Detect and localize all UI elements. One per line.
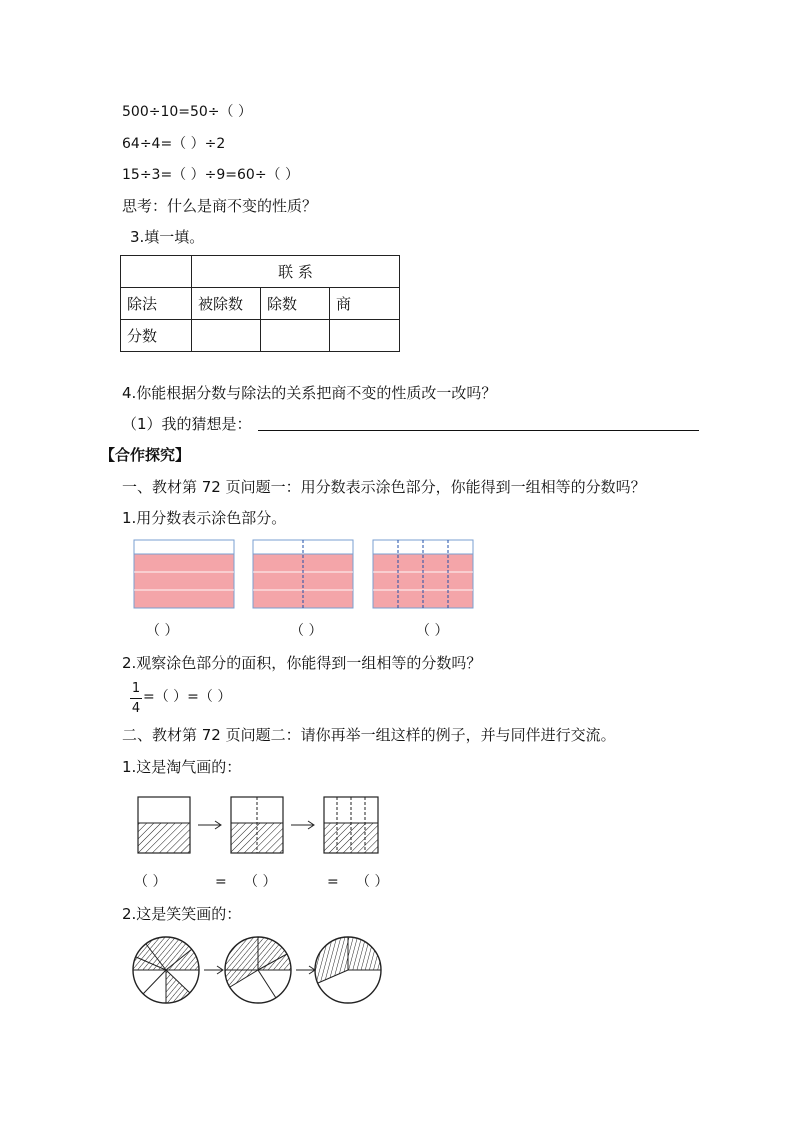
square-eighths <box>324 797 378 853</box>
equation-1: 500÷10=50÷（ ） <box>122 104 252 120</box>
arrow-right-icon <box>296 966 315 974</box>
rect-sixteenths <box>373 540 473 608</box>
answer-blank-4[interactable]: （ ） <box>134 874 167 890</box>
answer-blank-3[interactable]: （ ） <box>416 623 449 639</box>
arrow-right-icon <box>291 821 314 829</box>
circle-three-slices <box>315 937 381 1003</box>
relation-table <box>120 255 400 352</box>
shaded-rectangles <box>130 537 482 612</box>
answer-blank-5[interactable]: （ ） <box>244 874 277 890</box>
answer-blank-2[interactable]: （ ） <box>290 623 323 639</box>
equals-sign: = <box>327 874 339 890</box>
guess-answer-line[interactable] <box>258 430 699 431</box>
answer-blank-1[interactable]: （ ） <box>146 623 179 639</box>
q4-title: 4.你能根据分数与除法的关系把商不变的性质改一改吗？ <box>122 384 497 402</box>
fraction-numerator: 1 <box>131 681 141 696</box>
guess-label: （1）我的猜想是： <box>122 415 252 433</box>
q3-title: 3.填一填。 <box>130 228 205 246</box>
table-cell: 分数 <box>121 320 192 352</box>
square-quarters <box>231 797 283 853</box>
rect-quarters <box>134 540 234 608</box>
hatched-circles <box>130 935 385 1005</box>
think-question: 思考：什么是商不变的性质？ <box>122 197 318 215</box>
circle-six-slices <box>225 937 291 1003</box>
arrow-right-icon <box>198 821 221 829</box>
table-cell: 除数 <box>261 288 330 320</box>
part2-q2: 2.这是笑笑画的： <box>122 905 242 923</box>
fraction-one-quarter <box>130 681 142 716</box>
equation-3: 15÷3=（ ）÷9=60÷（ ） <box>122 167 299 183</box>
fraction-denominator: 4 <box>131 701 141 716</box>
part2-title: 二、教材第 72 页问题二：请你再举一组这样的例子，并与同伴进行交流。 <box>122 726 616 744</box>
equals-sign: = <box>215 874 227 890</box>
table-cell: 被除数 <box>192 288 261 320</box>
section-title: 【合作探究】 <box>100 446 191 464</box>
table-header-relation: 联 系 <box>192 256 400 288</box>
circle-many-slices <box>133 937 199 1003</box>
table-cell-blank[interactable] <box>261 320 330 352</box>
part2-q1: 1.这是淘气画的： <box>122 758 242 776</box>
fraction-equation[interactable]: =（ ）=（ ） <box>143 689 232 705</box>
hatched-squares <box>130 790 390 860</box>
equation-2: 64÷4=（ ）÷2 <box>122 136 226 152</box>
part1-q2: 2.观察涂色部分的面积，你能得到一组相等的分数吗？ <box>122 654 482 672</box>
table-cell: 除法 <box>121 288 192 320</box>
arrow-right-icon <box>204 966 223 974</box>
square-halves <box>138 797 190 853</box>
table-cell-blank[interactable] <box>192 320 261 352</box>
part1-q1: 1.用分数表示涂色部分。 <box>122 509 287 527</box>
table-cell-blank[interactable] <box>330 320 400 352</box>
table-row <box>121 288 400 320</box>
rect-eighths <box>253 540 353 608</box>
table-row <box>121 320 400 352</box>
part1-title: 一、教材第 72 页问题一：用分数表示涂色部分，你能得到一组相等的分数吗？ <box>122 478 646 496</box>
answer-blank-6[interactable]: （ ） <box>356 874 389 890</box>
table-cell: 商 <box>330 288 400 320</box>
